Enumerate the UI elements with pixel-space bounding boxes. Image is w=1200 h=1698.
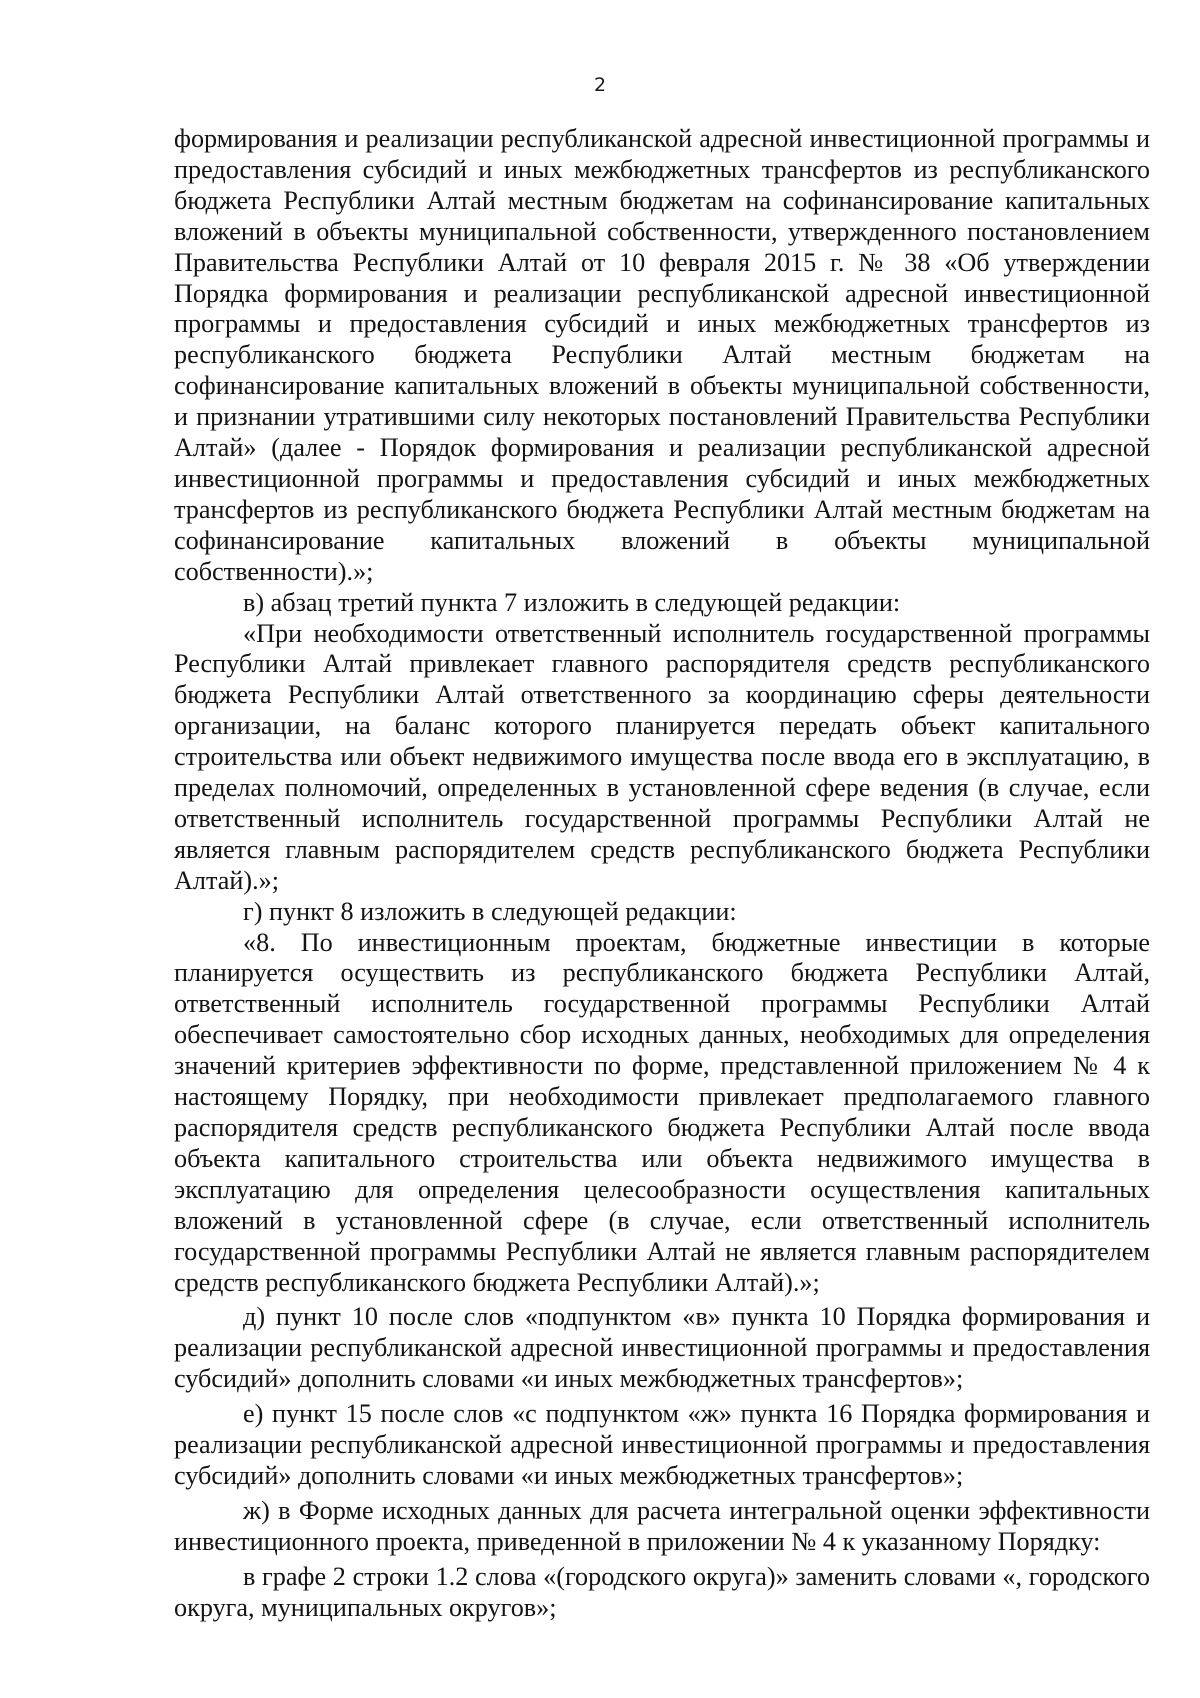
document-body	[174, 124, 1150, 1624]
paragraph-amendment-zh-text: в графе 2 строки 1.2 слова «(городского округа)» заменить словами «, городского округа, муниципальных округов»;	[174, 1561, 1150, 1622]
paragraph-amendment-d: д) пункт 10 после слов «подпунктом «в» пункта 10 Порядка формирования и реализации республиканской адресной инвестиционной программы и предоставления субсидий» дополнить словами «и иных межбюджетных трансфертов»;	[174, 1302, 1150, 1394]
paragraph-amendment-g-text: «8. По инвестиционным проектам, бюджетные инвестиции в которые планируется осуществить из республиканского бюджета Республики Алтай, ответственный исполнитель государственной программы Республики Алтай обеспечивает самостоятельно сбор исходных данных, необходимых для определения значений критериев эффективности по форме, представленной приложением № 4 к настоящему Порядку, при необходимости привлекает предполагаемого главного распорядителя средств республиканского бюджета Республики Алтай после ввода объекта капитального строительства или объекта недвижимого имущества в эксплуатацию для определения целесообразности осуществления капитальных вложений в установленной сфере (в случае, если ответственный исполнитель государственной программы Республики Алтай не является главным распорядителем средств республиканского бюджета Республики Алтай).»;	[174, 927, 1150, 1297]
paragraph-amendment-e: е) пункт 15 после слов «с подпунктом «ж» пункта 16 Порядка формирования и реализации республиканской адресной инвестиционной программы и предоставления субсидий» дополнить словами «и иных межбюджетных трансфертов»;	[174, 1399, 1150, 1490]
paragraph-amendment-zh: ж) в Форме исходных данных для расчета интегральной оценки эффективности инвестиционного проекта, приведенной в приложении № 4 к указанному Порядку:	[174, 1495, 1150, 1556]
paragraph-amendment-g: г) пункт 8 изложить в следующей редакции:	[243, 896, 737, 926]
paragraph-amendment-v-text: «При необходимости ответственный исполнитель государственной программы Республики Алтай привлекает главного распорядителя средств республиканского бюджета Республики Алтай ответственного за координацию сферы деятельности организации, на баланс которого планируется передать объект капитального строительства или объект недвижимого имущества после ввода его в эксплуатацию, в пределах полномочий, определенных в установленной сфере ведения (в случае, если ответственный исполнитель государственной программы Республики Алтай не является главным распорядителем средств республиканского бюджета Республики Алтай).»;	[174, 618, 1150, 895]
paragraph-continuation: формирования и реализации республиканской адресной инвестиционной программы и предоставления субсидий и иных межбюджетных трансфертов из республиканского бюджета Республики Алтай местным бюджетам на софинансирование капитальных вложений в объекты муниципальной собственности, утвержденного постановлением Правительства Республики Алтай от 10 февраля 2015 г. № 38 «Об утверждении Порядка формирования и реализации республиканской адресной инвестиционной программы и предоставления субсидий и иных межбюджетных трансфертов из республиканского бюджета Республики Алтай местным бюджетам на софинансирование капитальных вложений в объекты муниципальной собственности, и признании утратившими силу некоторых постановлений Правительства Республики Алтай» (далее - Порядок формирования и реализации республиканской адресной инвестиционной программы и предоставления субсидий и иных межбюджетных трансфертов из республиканского бюджета Республики Алтай местным бюджетам на софинансирование капитальных вложений в объекты муниципальной собственности).»;	[174, 124, 1150, 586]
page-number: 2	[593, 74, 607, 96]
paragraph-amendment-v: в) абзац третий пункта 7 изложить в следующей редакции:	[243, 587, 901, 617]
